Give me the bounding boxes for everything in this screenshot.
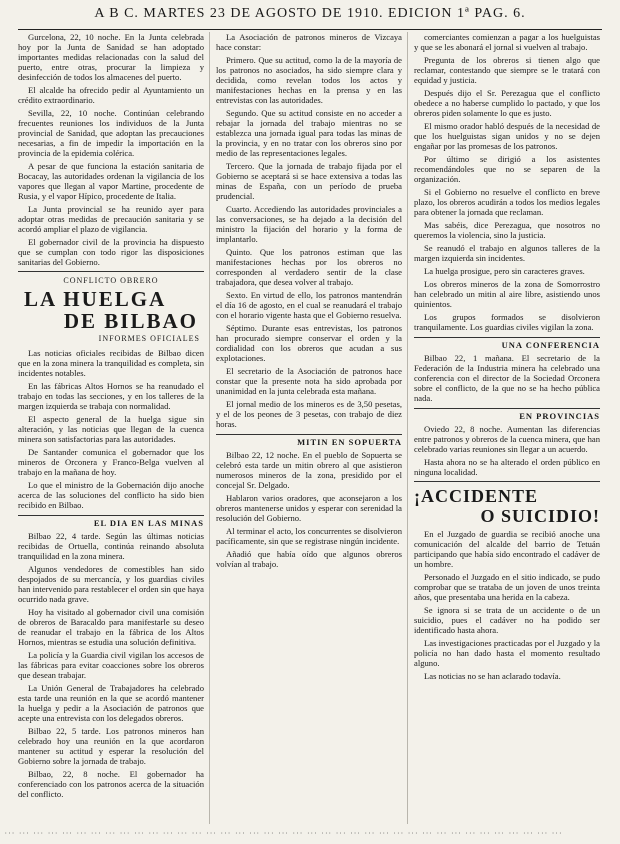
column-3 — [414, 32, 600, 824]
paragraph: Gurcelona, 22, 10 noche. En la Junta celebrada hoy por la Junta de Sanidad se han adoptado importantes medidas relacionadas con la salud del puerto, entre otras, procurar la limpieza y desinfección de todos los almacenes del puerto. — [18, 32, 204, 82]
paragraph: comerciantes comienzan a pagar a los huelguistas y que se les abonará el jornal si vuelven al trabajo. — [414, 32, 600, 52]
section-heading: EN PROVINCIAS — [414, 408, 600, 421]
headline-line-2: O SUICIDIO! — [480, 506, 600, 526]
paragraph: El jornal medio de los mineros es de 3,50 pesetas, y el de los peones de 3 pesetas, con trabajo de diez horas. — [216, 399, 402, 429]
paragraph: Quinto. Que los patronos estiman que las manifestaciones hechas por los obreros no corresponden al verdadero sentir de la clase trabajadora, que desea volver al trabajo. — [216, 247, 402, 287]
paragraph: Tercero. Que la jornada de trabajo fijada por el Gobierno se aceptará si se hace extensiva a todas las minas de España, con un período de prueba prudencial. — [216, 161, 402, 201]
paragraph: Se reanudó el trabajo en algunos talleres de la margen izquierda sin incidentes. — [414, 243, 600, 263]
paragraph: Hasta ahora no se ha alterado el orden público en ninguna localidad. — [414, 457, 600, 477]
paragraph: Las noticias no se han aclarado todavía. — [424, 671, 561, 681]
section-rule — [414, 481, 600, 482]
column-separator — [407, 32, 408, 824]
paragraph: Bilbao 22, 12 noche. En el pueblo de Sopuerta se celebró esta tarde un mitin obrero al que asistieron numerosos mineros de la zona, presidido por el concejal Sr. Delgado. — [216, 450, 402, 490]
paragraph: Hoy ha visitado al gobernador civil una comisión de obreros de Baracaldo para manifestarle su deseo de reanudar el trabajo en la fábrica de los Altos Hornos, mientras se estudia una solución definitiva. — [18, 607, 204, 647]
paragraph: Bilbao 22, 4 tarde. Según las últimas noticias recibidas de Ortuella, continúa reinando absoluta tranquilidad en la zona minera. — [18, 531, 204, 561]
paragraph: Después dijo el Sr. Perezagua que el conflicto obedece a no haberse cumplido lo pactado, y que los obreros piden solamente lo que es justo. — [414, 88, 600, 118]
paragraph: Se ignora si se trata de un accidente o de un suicidio, pues el cadáver no ha podido ser identificado hasta ahora. — [414, 605, 600, 635]
paragraph: Mas sabéis, dice Perezagua, que nosotros no queremos la violencia, sino la justicia. — [414, 220, 600, 240]
section-heading: MITIN EN SOPUERTA — [216, 434, 402, 447]
paragraph: En el Juzgado de guardia se recibió anoche una comunicación del alcalde del barrio de Tetuán participando que había sido encontrado el cadáver de un hombre. — [414, 529, 600, 569]
paragraph: Oviedo 22, 8 noche. Aumentan las diferencias entre patronos y obreros de la cuenca minera, que han celebrado varias reuniones sin llegar a un acuerdo. — [414, 424, 600, 454]
section-heading: UNA CONFERENCIA — [414, 337, 600, 350]
section-kicker: CONFLICTO OBRERO — [63, 276, 159, 285]
header-rule — [18, 29, 602, 30]
paragraph: La Junta provincial se ha reunido ayer para adoptar otras medidas de precaución sanitaria y se acordó ampliar el plazo de vigilancia. — [18, 204, 204, 234]
section-heading: EL DIA EN LAS MINAS — [18, 515, 204, 528]
paragraph: El aspecto general de la huelga sigue sin alteración, y las noticias que llegan de la cuenca minera son satisfactorias para las autoridades. — [18, 414, 204, 444]
paragraph: El alcalde ha ofrecido pedir al Ayuntamiento un crédito extraordinario. — [18, 85, 204, 105]
paragraph: Pregunta de los obreros si tienen algo que reclamar, contestando que siempre se le tratará con equidad y justicia. — [414, 55, 600, 85]
paragraph: Las investigaciones practicadas por el Juzgado y la policía no han dado hasta el momento resultado alguno. — [414, 638, 600, 668]
paragraph: En las fábricas Altos Hornos se ha reanudado el trabajo en todas las secciones, y en los talleres de la margen izquierda se trabaja con normalidad. — [18, 381, 204, 411]
paragraph: Séptimo. Durante esas entrevistas, los patronos han procurado siempre conservar el orden y la cordialidad con los obreros que acudan a sus explotaciones. — [216, 323, 402, 363]
paragraph: Bilbao, 22, 8 noche. El gobernador ha conferenciado con los patronos acerca de la situación del conflicto. — [18, 769, 204, 799]
paragraph: Añadió que había oído que algunos obreros volvían al trabajo. — [216, 549, 402, 569]
paragraph: Primero. Que su actitud, como la de la mayoría de los patronos no asociados, ha sido siempre clara y decidida, como revelan todos los actos y manifestaciones hechas en la prensa y en las entrevistas con las autoridades. — [216, 55, 402, 105]
page-footer: ··· ··· ··· ··· ··· ··· ··· ··· ··· ··· ··· ··· ··· ··· ··· ··· ··· ··· ··· ··· ··· ··· ··· ··· ··· ··· ··· ··· ··· ··· ··· ··· ··· ··· ··· ··· ··· ··· ··· — [4, 830, 563, 837]
paragraph: Si el Gobierno no resuelve el conflicto en breve plazo, los obreros acudirán a todos los medios legales para obtener la jornada que reclaman. — [414, 187, 600, 217]
paragraph: Los grupos formados se disolvieron tranquilamente. Los guardias civiles vigilan la zona. — [414, 312, 600, 332]
paragraph: A pesar de que funciona la estación sanitaria de Bocacay, las autoridades ordenan la vigilancia de los vapores que llegan al vapor Martine, procedente de Rusia, y el vapor Hípico, procedente de Italia. — [18, 161, 204, 201]
column-2 — [216, 32, 402, 824]
paragraph: La Asociación de patronos mineros de Vizcaya hace constar: — [216, 32, 402, 52]
paragraph: Hablaron varios oradores, que aconsejaron a los obreros mantenerse unidos y esperar con serenidad la resolución del Gobierno. — [216, 493, 402, 523]
paragraph: Bilbao 22, 1 mañana. El secretario de la Federación de la Industria minera ha celebrado una conferencia con el director de la Sociedad Orconera sobre el conflicto, de la que no se ha hecho pública nada. — [414, 353, 600, 403]
paragraph: Lo que el ministro de la Gobernación dijo anoche acerca de las soluciones del conflicto ha sido bien recibido en Bilbao. — [18, 480, 204, 510]
paragraph: Segundo. Que su actitud consiste en no acceder a rebajar la jornada del trabajo mientras no se establezca una jornada igual para todas las minas de la provincia, y en no tratar con los obreros sino por medio de las representaciones legales. — [216, 108, 402, 158]
column-1 — [18, 32, 204, 824]
paragraph: El gobernador civil de la provincia ha dispuesto que se cumplan con todo rigor las disposiciones sanitarias del Gobierno. — [18, 237, 204, 267]
subheadline: INFORMES OFICIALES — [98, 334, 200, 343]
paragraph: Cuarto. Accediendo las autoridades provinciales a las conversaciones, se ha dejado a la decisión del ministro la fijación del horario y la forma de implantarlo. — [216, 204, 402, 244]
paragraph: La huelga prosigue, pero sin caracteres graves. — [424, 266, 585, 276]
paragraph: Los obreros mineros de la zona de Somorrostro han celebrado un mitin al aire libre, asistiendo unos quinientos. — [414, 279, 600, 309]
paragraph: Algunos vendedores de comestibles han sido despojados de su mercancía, y los guardias civiles han intervenido para restablecer el orden sin que haya ocurrido nada grave. — [18, 564, 204, 604]
page-header: A B C. MARTES 23 DE AGOSTO DE 1910. EDICION 1ª PAG. 6. — [94, 6, 526, 21]
headline-line-2: DE BILBAO — [63, 309, 198, 333]
paragraph: El secretario de la Asociación de patronos hace constar que la presente nota ha sido aprobada por unanimidad en la junta celebrada esta mañana. — [216, 366, 402, 396]
paragraph: Bilbao 22, 5 tarde. Los patronos mineros han celebrado hoy una reunión en la que acordaron mantener su actitud y esperar la resolución del Gobierno sobre la jornada de trabajo. — [18, 726, 204, 766]
headline-line-1: LA HUELGA — [24, 287, 167, 311]
column-separator — [209, 32, 210, 824]
paragraph: El mismo orador habló después de la necesidad de que los huelguistas sigan unidos y no se dejen engañar por las promesas de los patronos. — [414, 121, 600, 151]
headline-line-1: ¡ACCIDENTE — [414, 486, 539, 506]
paragraph: Personado el Juzgado en el sitio indicado, se pudo comprobar que se trataba de un joven de unos treinta años, que presentaba una herida en la cabeza. — [414, 572, 600, 602]
paragraph: La Unión General de Trabajadores ha celebrado esta tarde una reunión en la que se acordó mantener la huelga y pedir a la Asociación de patronos que acepte una entrevista con los delegados obreros. — [18, 683, 204, 723]
paragraph: Sexto. En virtud de ello, los patronos mantendrán el día 16 de agosto, en el cual se reanudará el trabajo con el horario vigente hasta que el Gobierno resuelva. — [216, 290, 402, 320]
section-rule — [18, 271, 204, 272]
paragraph: Sevilla, 22, 10 noche. Continúan celebrando frecuentes reuniones los individuos de la Junta provincial de Sanidad, que adoptan las precauciones necesarias, a fin de impedir la importación en la provincia de la epidemia colérica. — [18, 108, 204, 158]
paragraph: Las noticias oficiales recibidas de Bilbao dicen que en la zona minera la tranquilidad es completa, sin incidentes notables. — [18, 348, 204, 378]
paragraph: La policía y la Guardia civil vigilan los accesos de las fábricas para evitar coacciones sobre los obreros que desean trabajar. — [18, 650, 204, 680]
paragraph: Al terminar el acto, los concurrentes se disolvieron pacíficamente, sin que se registrase ningún incidente. — [216, 526, 402, 546]
paragraph: Por último se dirigió a los asistentes recomendándoles que no se separen de la organización. — [414, 154, 600, 184]
paragraph: De Santander comunica el gobernador que los mineros de Orconera y Franco-Belga vuelven al trabajo en la mañana de hoy. — [18, 447, 204, 477]
